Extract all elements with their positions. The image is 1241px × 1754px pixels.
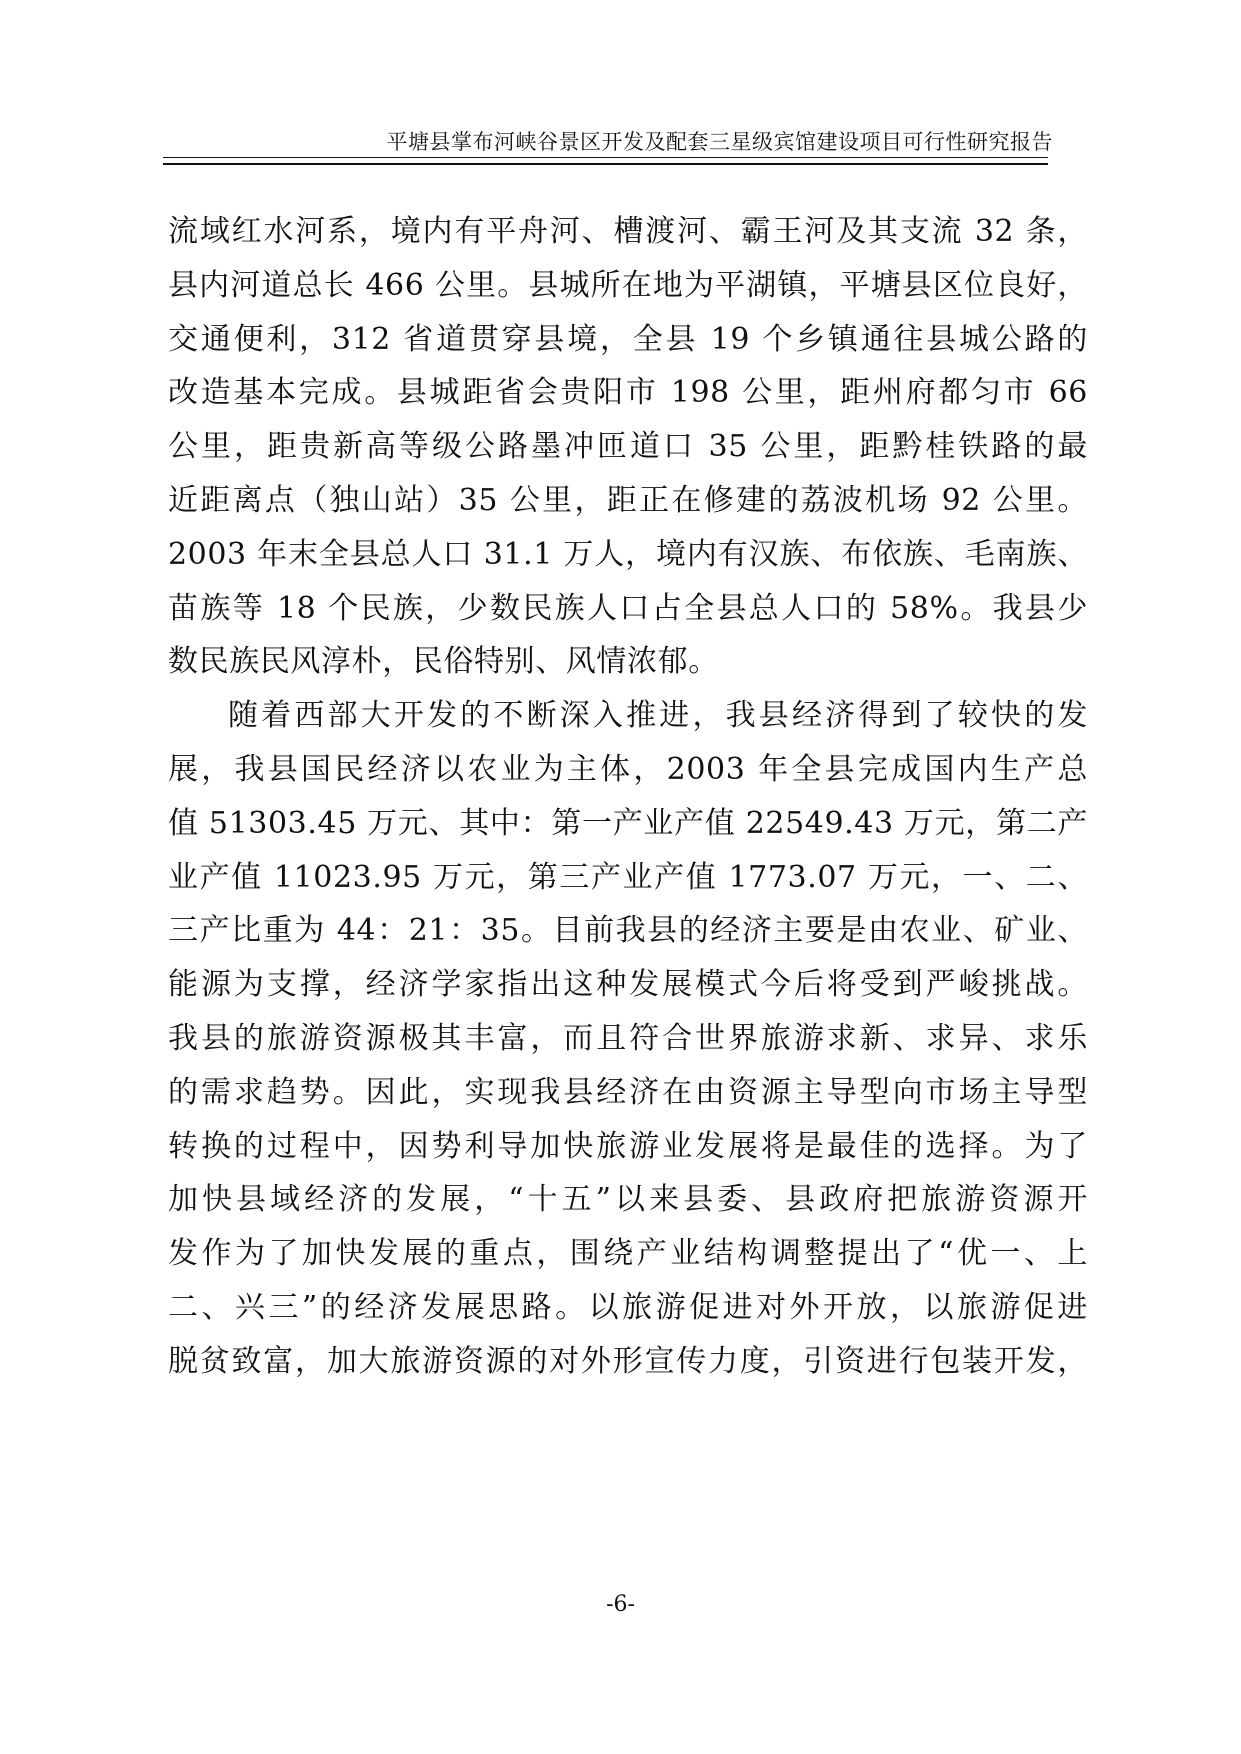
paragraph-1 xyxy=(168,205,1088,689)
text-line: 2003 年末全县总人口 31.1 万人，境内有汉族、布依族、毛南族、 xyxy=(168,536,1088,572)
text-line: 公里，距贵新高等级公路墨冲匝道口 35 公里，距黔桂铁路的最 xyxy=(168,429,1088,465)
text-line: 县内河道总长 466 公里。县城所在地为平湖镇，平塘县区位良好， xyxy=(168,267,1088,303)
text-line: 展，我县国民经济以农业为主体，2003 年全县完成国内生产总 xyxy=(168,751,1088,787)
text-line: 数民族民风淳朴，民俗特别、风情浓郁。 xyxy=(168,644,719,680)
text-line: 加快县域经济的发展，“十五”以来县委、县政府把旅游资源开 xyxy=(168,1182,1088,1218)
text-line: 三产比重为 44：21：35。目前我县的经济主要是由农业、矿业、 xyxy=(168,913,1088,949)
text-line: 交通便利，312 省道贯穿县境，全县 19 个乡镇通往县城公路的 xyxy=(168,321,1088,357)
text-line: 脱贫致富，加大旅游资源的对外形宣传力度，引资进行包装开发， xyxy=(168,1343,1088,1379)
text-line: 发作为了加快发展的重点，围绕产业结构调整提出了“优一、上 xyxy=(168,1236,1088,1272)
text-line: 流域红水河系，境内有平舟河、槽渡河、霸王河及其支流 32 条， xyxy=(168,214,1088,249)
text-line: 转换的过程中，因势利导加快旅游业发展将是最佳的选择。为了 xyxy=(168,1128,1088,1164)
header-rule-thick xyxy=(163,163,1048,165)
text-line: 二、兴三”的经济发展思路。以旅游促进对外开放，以旅游促进 xyxy=(168,1289,1088,1325)
running-header: 平塘县掌布河峡谷景区开发及配套三星级宾馆建设项目可行性研究报告 xyxy=(386,130,1053,154)
text-line: 近距离点（独山站）35 公里，距正在修建的荔波机场 92 公里。 xyxy=(168,482,1088,518)
text-line: 我县的旅游资源极其丰富，而且符合世界旅游求新、求异、求乐 xyxy=(168,1020,1088,1056)
text-line: 苗族等 18 个民族，少数民族人口占全县总人口的 58%。我县少 xyxy=(168,590,1088,626)
text-line: 能源为支撑，经济学家指出这种发展模式今后将受到严峻挑战。 xyxy=(168,967,1088,1003)
text-line: 业产值 11023.95 万元，第三产业产值 1773.07 万元，一、二、 xyxy=(168,859,1088,895)
text-line: 的需求趋势。因此，实现我县经济在由资源主导型向市场主导型 xyxy=(168,1074,1088,1110)
page-number: -6- xyxy=(606,1592,635,1617)
text-line: 值 51303.45 万元、其中：第一产业产值 22549.43 万元，第二产 xyxy=(168,805,1088,841)
header-rule-thin xyxy=(163,157,1048,158)
text-line: 随着西部大开发的不断深入推进，我县经济得到了较快的发 xyxy=(228,698,1088,734)
body-text xyxy=(168,205,1088,1389)
text-line: 改造基本完成。县城距省会贵阳市 198 公里，距州府都匀市 66 xyxy=(168,375,1088,411)
paragraph-2 xyxy=(168,689,1088,1388)
